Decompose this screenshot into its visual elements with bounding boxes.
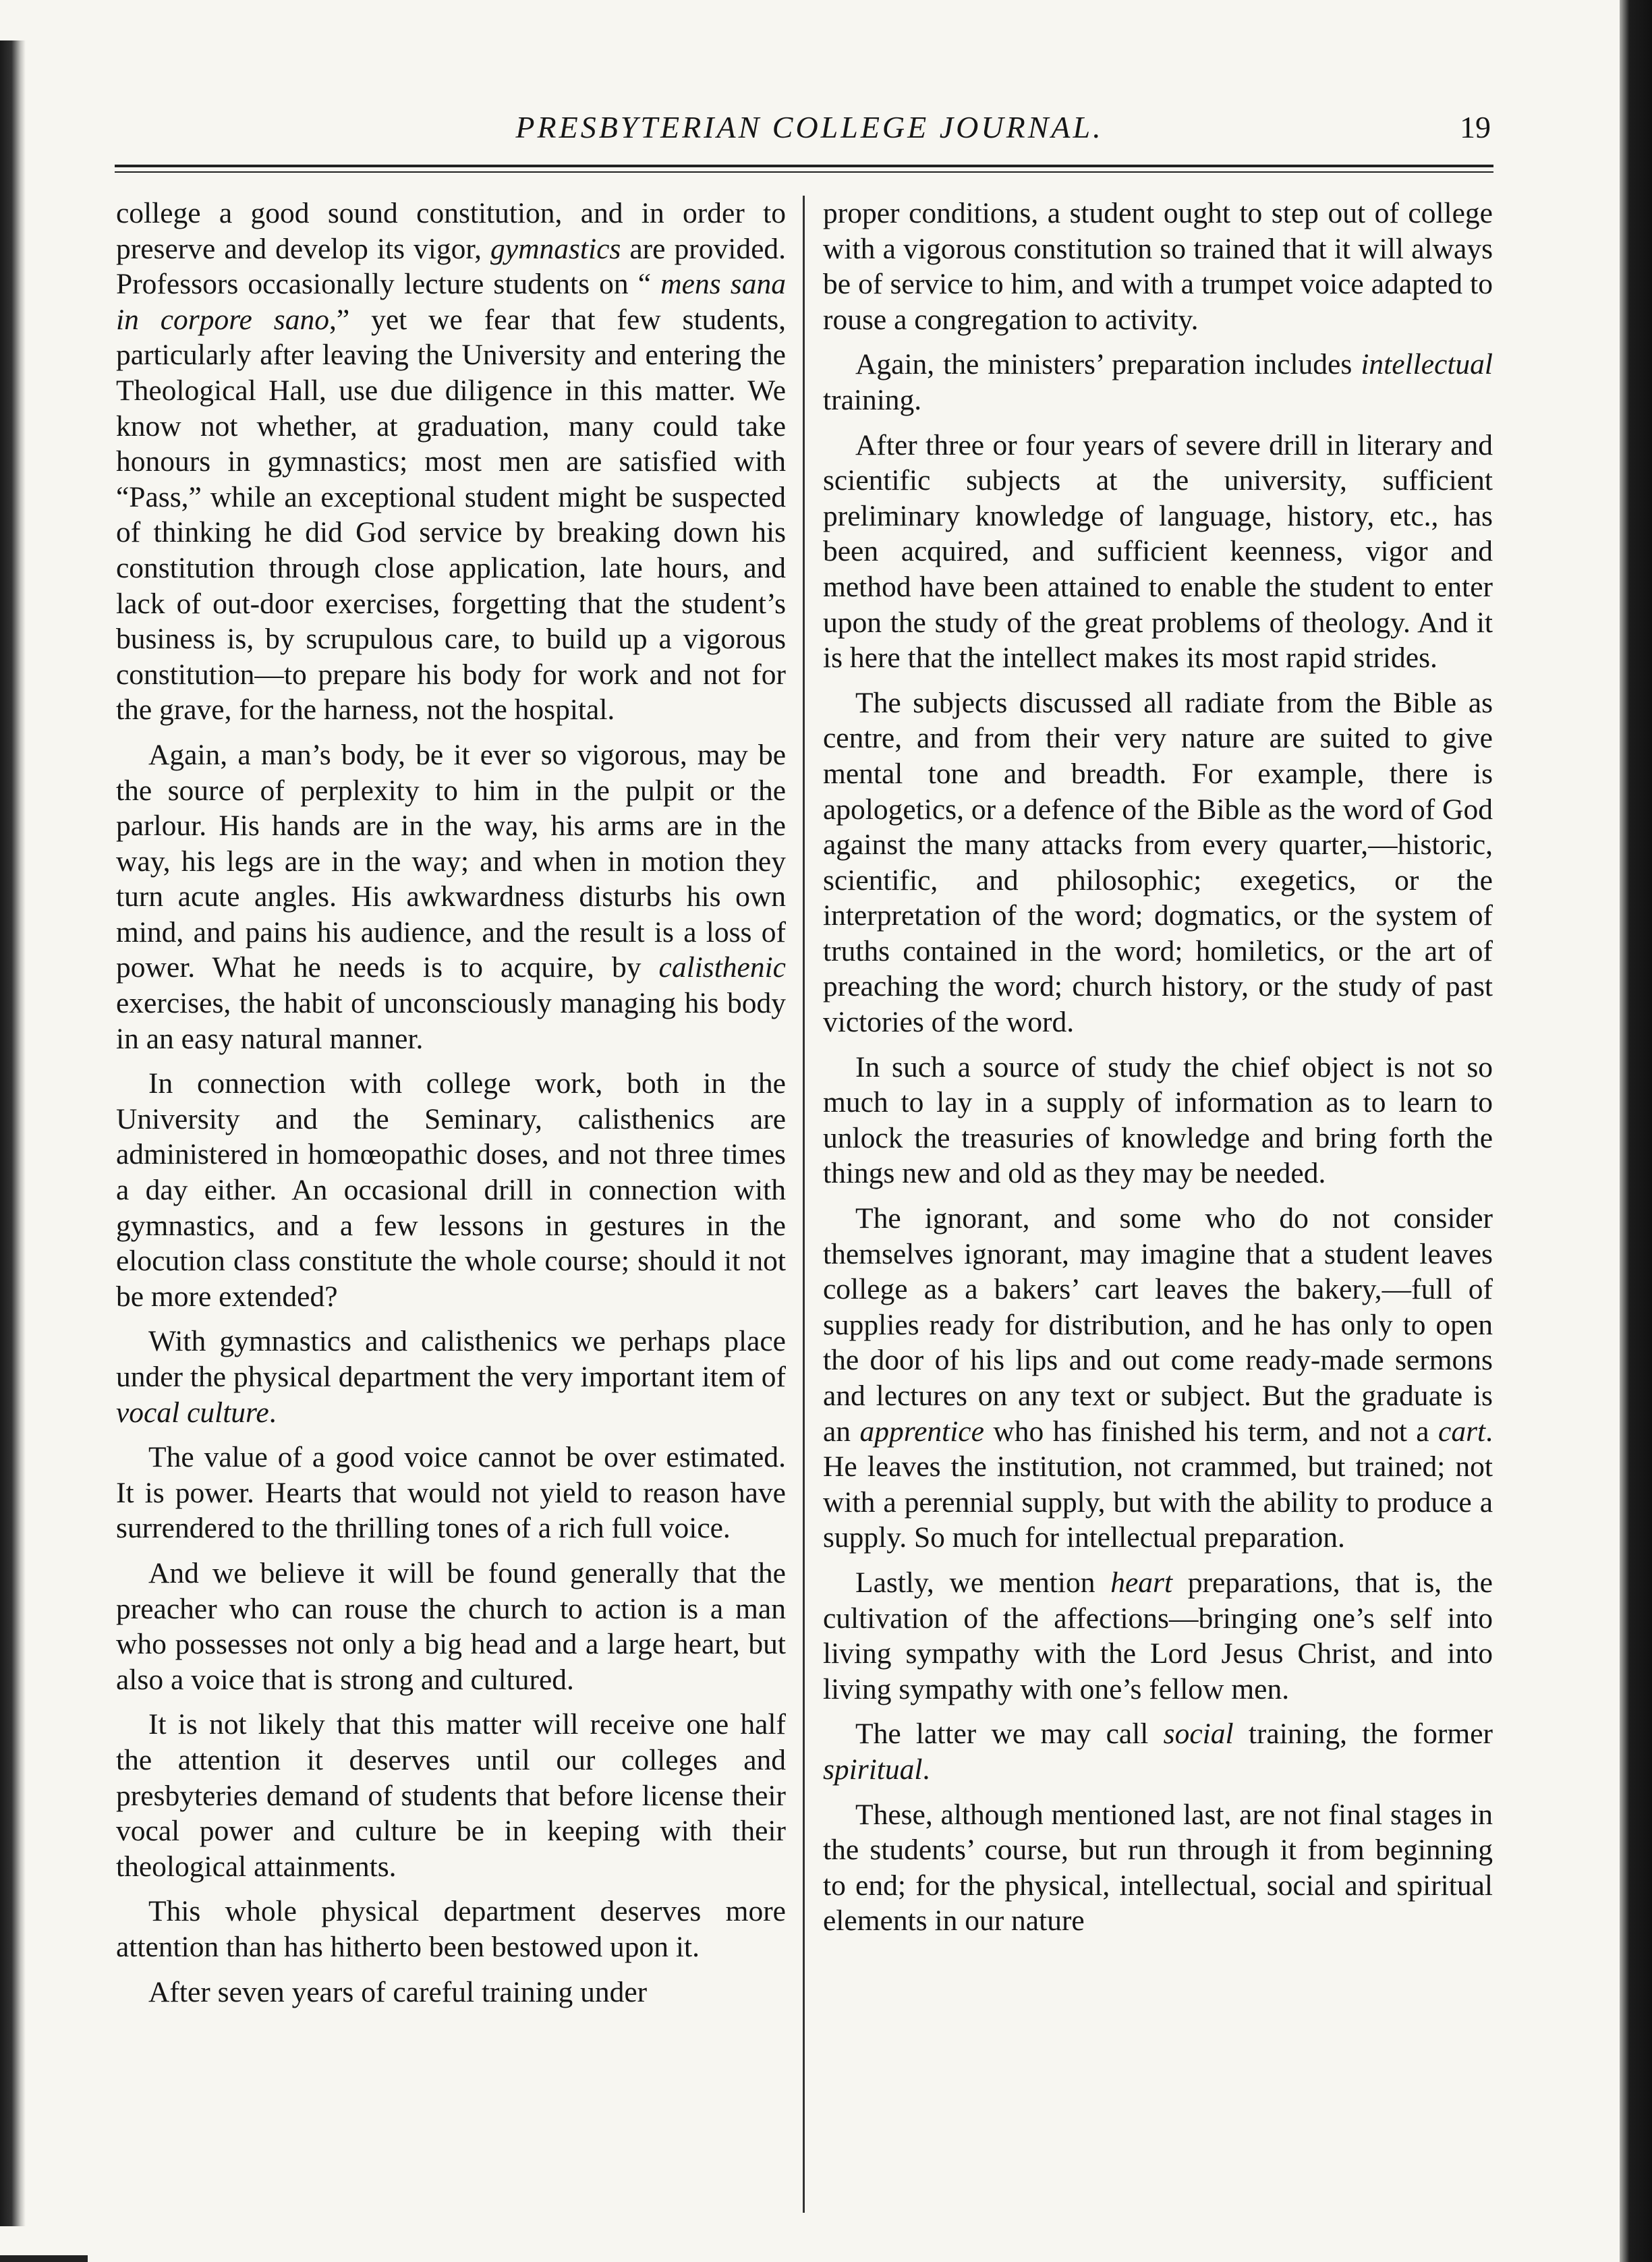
text-run: preparations, that is, the cultivation of the affections—bringing one’s self into living sympathy with the Lord Jesus Christ, and into living sympathy with one’s fellow men. — [823, 1566, 1493, 1705]
paragraph — [823, 1797, 1493, 1939]
paragraph — [116, 1440, 786, 1546]
text-run: training, the former — [1233, 1718, 1493, 1751]
paragraph — [116, 1556, 786, 1697]
running-header — [128, 101, 1491, 155]
text-run: In connection with college work, both in the University and the Seminary, calisthenics are administered in homœopathic doses, and not three times a day either. An occasional drill in connection with gymnastics, and a few lessons in gestures in the elocution class constitute the whole course; should it not be more extended? — [116, 1067, 786, 1313]
text-run: who has finished his term, and not a — [984, 1415, 1439, 1448]
scan-edge-bottom — [0, 2255, 88, 2262]
text-run: . — [268, 1396, 277, 1429]
text-run: exercises, the habit of unconsciously managing his body in an easy natural manner. — [116, 987, 786, 1055]
italic-term: spiritual — [823, 1753, 923, 1786]
paragraph — [823, 1565, 1493, 1707]
italic-term: vocal culture — [116, 1396, 269, 1429]
paragraph — [823, 685, 1493, 1040]
paragraph — [823, 428, 1493, 676]
header-rule-thick — [115, 165, 1493, 167]
text-run: Lastly, we mention — [855, 1566, 1111, 1599]
right-column — [823, 196, 1493, 2213]
text-run: are provided. Professors occasionally lecture students on “ — [116, 232, 786, 301]
text-run: Again, a man’s body, be it ever so vigorous, may be the source of perplexity to him in the pulpit or the parlour. His hands are in the way, his arms are in the way, his legs are in the way; and when in motion they turn acute angles. His awkwardness disturbs his own mind, and pains his audience, and the result is a loss of power. What he needs is to acquire, by — [116, 738, 786, 984]
italic-term: calisthenic — [658, 951, 786, 984]
italic-term: apprentice — [859, 1415, 984, 1448]
text-run: The ignorant, and some who do not consider themselves ignorant, may imagine that a student leaves college as a bakers’ cart leaves the bakery,—full of supplies ready for distribution, and he has only to open the door of his lips and out come ready-made sermons and lectures on any text or subject. But the graduate is an — [823, 1202, 1493, 1448]
paragraph — [823, 1716, 1493, 1787]
text-run: proper conditions, a student ought to step out of college with a vigorous constitution so trained that it will always be of service to him, and with a trumpet voice adapted to rouse a congregation to activity. — [823, 197, 1493, 336]
left-column — [116, 196, 786, 2213]
paragraph — [116, 1324, 786, 1430]
paragraph — [823, 1201, 1493, 1556]
column-divider — [803, 196, 805, 2213]
journal-title: PRESBYTERIAN COLLEGE JOURNAL. — [515, 110, 1104, 144]
scan-edge-right — [1620, 0, 1652, 2262]
text-run: college a good sound constitution, and in order to preserve and develop its vigor, — [116, 197, 786, 265]
text-run: And we believe it will be found generally that the preacher who can rouse the church to action is a man who possesses not only a big head and a large heart, but also a voice that is strong and cultured. — [116, 1556, 786, 1696]
text-run: The subjects discussed all radiate from the Bible as centre, and from their very nature are suited to give mental tone and breadth. For example, there is apologetics, or a defence of the Bible as the word of God against the many attacks from every quarter,—historic, scientific, and philosophic; exegetics, or the interpretation of the word; dogmatics, or the system of truths contained in the word; homiletics, or the art of preaching the word; church history, or the study of past victories of the word. — [823, 686, 1493, 1039]
continued-paragraph — [823, 196, 1493, 337]
italic-term: cart — [1438, 1415, 1486, 1448]
scan-edge-left — [0, 40, 26, 2226]
text-run: It is not likely that this matter will receive one half the attention it deserves until our colleges and presbyteries demand of students that before license their vocal power and culture be in keeping with their theological attainments. — [116, 1708, 786, 1883]
text-run: training. — [823, 383, 922, 416]
italic-term: social — [1163, 1718, 1234, 1751]
text-run: The value of a good voice cannot be over estimated. It is power. Hearts that would not yield to reason have surrendered to the thrilling tones of a rich full voice. — [116, 1441, 786, 1545]
paragraph — [116, 1894, 786, 1964]
text-run: With gymnastics and calisthenics we perhaps place under the physical department the very important item of — [116, 1325, 786, 1393]
italic-term: mens sana in corpore sano — [116, 268, 786, 336]
continued-paragraph — [116, 196, 786, 728]
paragraph — [116, 737, 786, 1056]
text-run: After three or four years of severe drill in literary and scientific subjects at the university, sufficient preliminary knowledge of language, history, etc., has been acquired, and sufficient keenness, vigor and method have been attained to enable the student to enter upon the study of the great problems of theology. And it is here that the intellect makes its most rapid strides. — [823, 428, 1493, 675]
page-number: 19 — [1460, 110, 1491, 144]
paragraph — [116, 1707, 786, 1884]
italic-term: intellectual — [1361, 348, 1493, 381]
paragraph — [116, 1975, 786, 2010]
text-run: After seven years of careful training under — [148, 1975, 648, 2008]
text-run: This whole physical department deserves more attention than has hitherto been bestowed upon it. — [116, 1895, 786, 1963]
text-run: ,” yet we fear that few students, particularly after leaving the University and entering the Theological Hall, use due diligence in this matter. We know not whether, at graduation, many could take honours in gymnastics; most men are satisfied with “Pass,” while an exceptional student might be suspected of thinking he did God service by breaking down his constitution through close application, late hours, and lack of out-door exercises, forgetting that the student’s business is, by scrupulous care, to build up a vigorous constitution—to prepare his body for work and not for the grave, for the harness, not the hospital. — [116, 303, 786, 727]
text-run: These, although mentioned last, are not final stages in the students’ course, but run through it from beginning to end; for the physical, intellectual, social and spiritual elements in our nature — [823, 1798, 1493, 1938]
italic-term: heart — [1110, 1566, 1173, 1599]
italic-term: gymnastics — [490, 232, 621, 265]
paragraph — [823, 1050, 1493, 1191]
text-run: In such a source of study the chief object is not so much to lay in a supply of information as to learn to unlock the treasuries of knowledge and bring forth the things new and old as they may be needed. — [823, 1050, 1493, 1190]
text-run: Again, the ministers’ preparation includes — [855, 348, 1361, 381]
text-run: . — [922, 1753, 930, 1786]
paragraph — [823, 347, 1493, 418]
header-rule-thin — [115, 171, 1493, 173]
text-run: . He leaves the institution, not crammed, but trained; not with a perennial supply, but with the ability to produce a supply. So much for intellectual preparation. — [823, 1415, 1493, 1554]
paragraph — [116, 1066, 786, 1314]
text-run: The latter we may call — [855, 1718, 1164, 1751]
